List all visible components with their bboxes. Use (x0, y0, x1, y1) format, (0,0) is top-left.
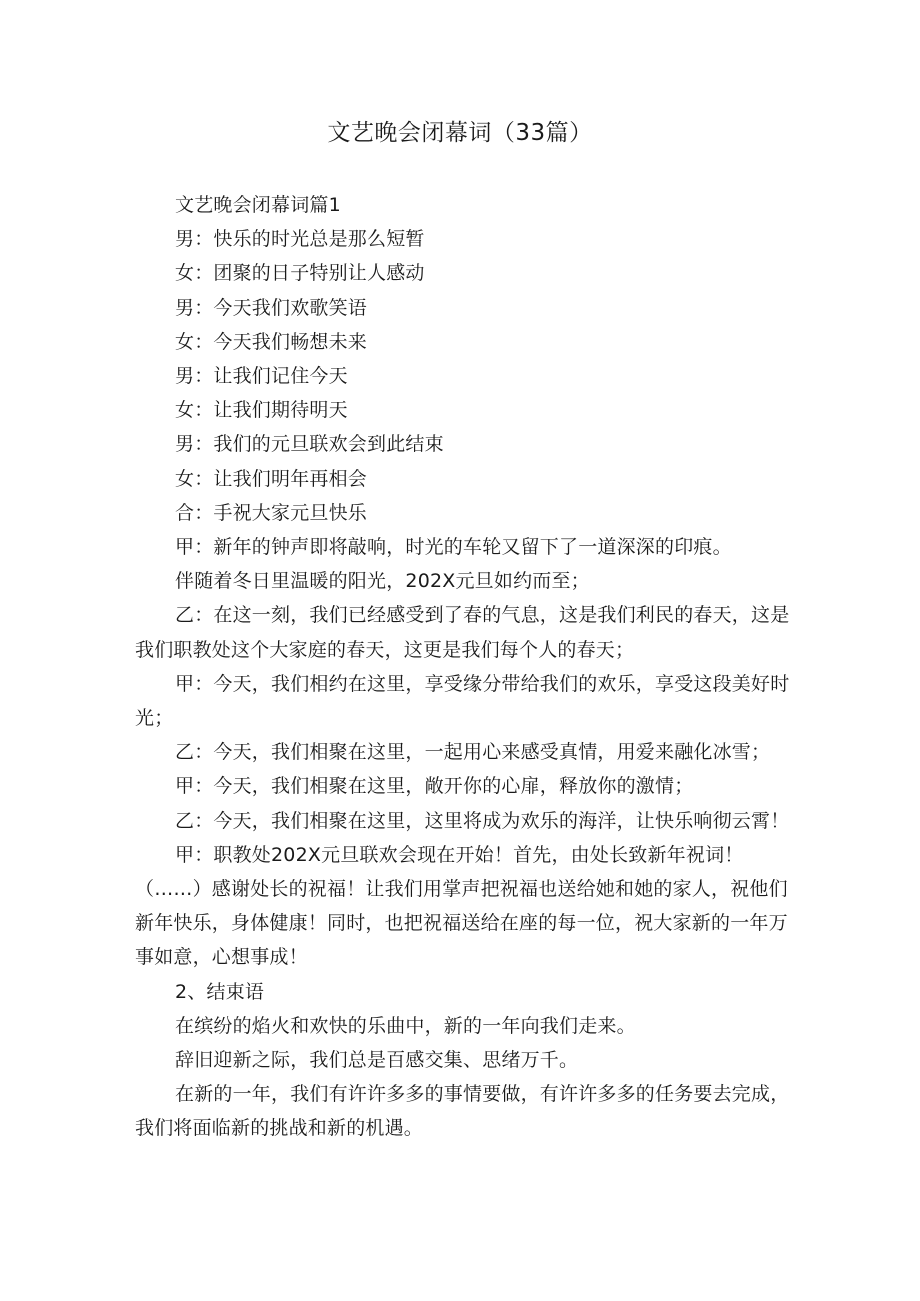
paragraph: 男：让我们记住今天 (175, 365, 348, 388)
paragraph: 合：手祝大家元旦快乐 (175, 501, 368, 524)
paragraph: 男：我们的元旦联欢会到此结束 (175, 433, 444, 456)
paragraph: 辞旧迎新之际，我们总是百感交集、思绪万千。 (175, 1049, 579, 1072)
paragraph: 男：快乐的时光总是那么短暂 (175, 228, 425, 251)
paragraph: 乙：今天，我们相聚在这里，一起用心来感受真情，用爱来融化冰雪； (175, 741, 771, 764)
paragraph: 女：让我们明年再相会 (175, 467, 368, 490)
document-title: 文艺晚会闭幕词（33篇） (327, 120, 593, 146)
paragraph: 伴随着冬日里温暖的阳光，202X元旦如约而至； (175, 570, 590, 593)
paragraph: 甲：新年的钟声即将敲响，时光的车轮又留下了一道深深的印痕。 (175, 536, 732, 559)
paragraph: 在新的一年，我们有许许多多的事情要做，有许许多多的任务要去完成，我们将面临新的挑战和新的机遇。 (135, 1083, 790, 1140)
paragraph: 在缤纷的焰火和欢快的乐曲中，新的一年向我们走来。 (175, 1014, 636, 1037)
paragraph: 甲：今天，我们相约在这里，享受缘分带给我们的欢乐，享受这段美好时光； (135, 672, 790, 730)
paragraph: 甲：今天，我们相聚在这里，敞开你的心扉，释放你的激情； (175, 775, 694, 798)
paragraph: 文艺晚会闭幕词篇1 (175, 194, 341, 216)
paragraph: 女：今天我们畅想未来 (175, 330, 368, 353)
document-body (135, 188, 795, 1146)
section-heading: 2、结束语 (175, 980, 265, 1003)
paragraph: 甲：职教处202X元旦联欢会现在开始！首先，由处长致新年祝词！（……）感谢处长的祝福！让我们用掌声把祝福也送给她和她的家人，祝他们新年快乐，身体健康！同时，也把祝福送给在座的每一位，祝大家新的一年万事如意，心想事成！ (135, 843, 788, 969)
paragraph: 乙：今天，我们相聚在这里，这里将成为欢乐的海洋，让快乐响彻云霄！ (175, 809, 790, 832)
paragraph: 女：让我们期待明天 (175, 399, 348, 422)
paragraph: 乙：在这一刻，我们已经感受到了春的气息，这是我们利民的春天，这是我们职教处这个大家庭的春天，这更是我们每个人的春天； (135, 604, 790, 661)
paragraph: 女：团聚的日子特别让人感动 (175, 262, 425, 285)
paragraph: 男：今天我们欢歌笑语 (175, 296, 368, 319)
